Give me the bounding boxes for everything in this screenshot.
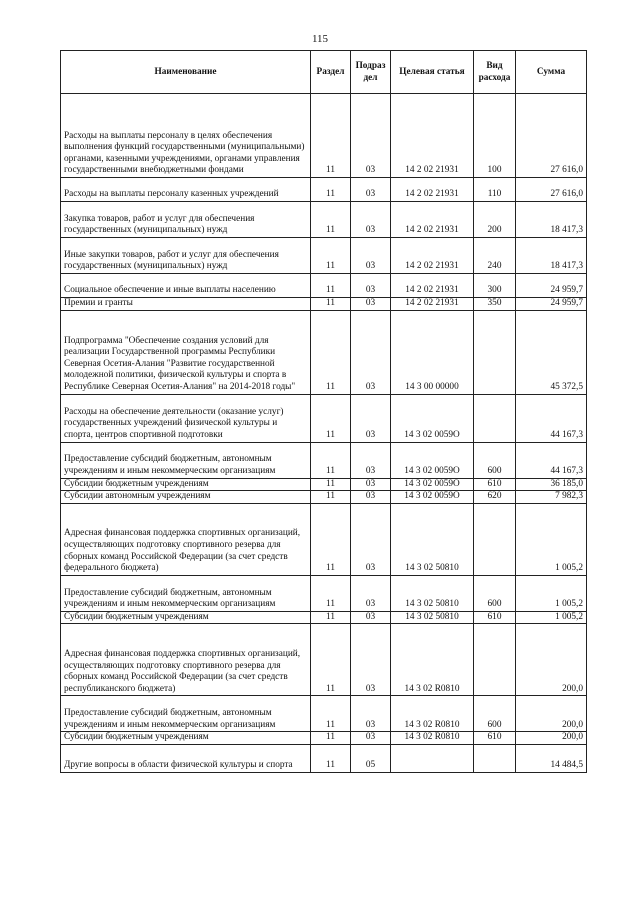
- row-subsection-cell: 03: [351, 478, 391, 491]
- row-section-cell: 11: [311, 624, 351, 696]
- row-name-cell: Предоставление субсидий бюджетным, автономным учреждениям и иным некоммерческим организациям: [61, 575, 311, 611]
- table-row: [61, 624, 587, 696]
- row-section-cell: 11: [311, 732, 351, 745]
- row-section-cell: 11: [311, 238, 351, 274]
- row-subsection-cell: 03: [351, 298, 391, 311]
- row-expense-type-cell: 600: [474, 442, 516, 478]
- row-name-cell: Расходы на выплаты персоналу казенных учреждений: [61, 178, 311, 202]
- row-amount-cell: 14 484,5: [516, 744, 587, 772]
- row-target-cell: [391, 744, 474, 772]
- row-target-cell: 14 3 02 R0810: [391, 696, 474, 732]
- row-target-cell: 14 3 02 0059О: [391, 394, 474, 442]
- row-expense-type-cell: [474, 503, 516, 575]
- row-section-cell: 11: [311, 696, 351, 732]
- row-subsection-cell: 03: [351, 202, 391, 238]
- row-name-cell: Предоставление субсидий бюджетным, автономным учреждениям и иным некоммерческим организациям: [61, 442, 311, 478]
- row-expense-type-cell: 240: [474, 238, 516, 274]
- row-name-cell: Расходы на обеспечение деятельности (оказание услуг) государственных учреждений физической культуры и спорта, центров спортивной подготовки: [61, 394, 311, 442]
- row-name-cell: Закупка товаров, работ и услуг для обеспечения государственных (муниципальных) нужд: [61, 202, 311, 238]
- table-row: [61, 274, 587, 298]
- row-subsection-cell: 03: [351, 394, 391, 442]
- row-target-cell: 14 3 02 0059О: [391, 478, 474, 491]
- row-target-cell: 14 2 02 21931: [391, 274, 474, 298]
- row-name-cell: Расходы на выплаты персоналу в целях обеспечения выполнения функций государственными (муниципальными) органами, казенными учреждениями, органами управления государственными внебюджетными фондами: [61, 94, 311, 178]
- row-amount-cell: 27 616,0: [516, 94, 587, 178]
- row-amount-cell: 24 959,7: [516, 274, 587, 298]
- row-name-cell: Иные закупки товаров, работ и услуг для обеспечения государственных (муниципальных) нужд: [61, 238, 311, 274]
- row-expense-type-cell: 610: [474, 732, 516, 745]
- row-name-cell: Социальное обеспечение и иные выплаты населению: [61, 274, 311, 298]
- row-target-cell: 14 2 02 21931: [391, 298, 474, 311]
- header-amount: Сумма: [516, 51, 587, 94]
- row-subsection-cell: 05: [351, 744, 391, 772]
- row-section-cell: 11: [311, 442, 351, 478]
- row-section-cell: 11: [311, 503, 351, 575]
- row-name-cell: Премии и гранты: [61, 298, 311, 311]
- row-target-cell: 14 2 02 21931: [391, 238, 474, 274]
- row-subsection-cell: 03: [351, 503, 391, 575]
- row-section-cell: 11: [311, 298, 351, 311]
- header-expense-type: Вид расхода: [474, 51, 516, 94]
- row-target-cell: 14 2 02 21931: [391, 94, 474, 178]
- table-header-row: [61, 51, 587, 94]
- table-row: [61, 611, 587, 624]
- row-section-cell: 11: [311, 274, 351, 298]
- row-section-cell: 11: [311, 178, 351, 202]
- row-subsection-cell: 03: [351, 611, 391, 624]
- row-target-cell: 14 3 02 0059О: [391, 491, 474, 504]
- table-row: [61, 442, 587, 478]
- table-row: [61, 478, 587, 491]
- row-expense-type-cell: 610: [474, 611, 516, 624]
- row-section-cell: 11: [311, 202, 351, 238]
- header-target: Целевая статья: [391, 51, 474, 94]
- row-expense-type-cell: 600: [474, 575, 516, 611]
- row-expense-type-cell: 300: [474, 274, 516, 298]
- row-amount-cell: 18 417,3: [516, 202, 587, 238]
- row-expense-type-cell: [474, 744, 516, 772]
- row-name-cell: Субсидии бюджетным учреждениям: [61, 732, 311, 745]
- row-subsection-cell: 03: [351, 624, 391, 696]
- row-section-cell: 11: [311, 611, 351, 624]
- table-row: [61, 491, 587, 504]
- row-target-cell: 14 3 02 R0810: [391, 732, 474, 745]
- row-target-cell: 14 2 02 21931: [391, 178, 474, 202]
- row-section-cell: 11: [311, 491, 351, 504]
- row-subsection-cell: 03: [351, 575, 391, 611]
- row-name-cell: Субсидии бюджетным учреждениям: [61, 611, 311, 624]
- row-amount-cell: 24 959,7: [516, 298, 587, 311]
- row-amount-cell: 18 417,3: [516, 238, 587, 274]
- row-amount-cell: 1 005,2: [516, 611, 587, 624]
- table-row: [61, 503, 587, 575]
- row-subsection-cell: 03: [351, 696, 391, 732]
- row-amount-cell: 36 185,0: [516, 478, 587, 491]
- row-amount-cell: 200,0: [516, 624, 587, 696]
- row-name-cell: Адресная финансовая поддержка спортивных организаций, осуществляющих подготовку спортивного резерва для сборных команд Российской Федерации (за счет средств федерального бюджета): [61, 503, 311, 575]
- row-subsection-cell: 03: [351, 491, 391, 504]
- table-row: [61, 202, 587, 238]
- row-amount-cell: 7 982,3: [516, 491, 587, 504]
- row-amount-cell: 44 167,3: [516, 394, 587, 442]
- header-name: Наименование: [61, 51, 311, 94]
- row-expense-type-cell: 110: [474, 178, 516, 202]
- row-name-cell: Предоставление субсидий бюджетным, автономным учреждениям и иным некоммерческим организациям: [61, 696, 311, 732]
- row-amount-cell: 45 372,5: [516, 310, 587, 394]
- header-section: Раздел: [311, 51, 351, 94]
- table-row: [61, 238, 587, 274]
- row-amount-cell: 27 616,0: [516, 178, 587, 202]
- row-target-cell: 14 3 02 R0810: [391, 624, 474, 696]
- row-section-cell: 11: [311, 394, 351, 442]
- table-row: [61, 744, 587, 772]
- row-target-cell: 14 3 00 00000: [391, 310, 474, 394]
- row-expense-type-cell: [474, 624, 516, 696]
- row-expense-type-cell: [474, 394, 516, 442]
- row-amount-cell: 200,0: [516, 732, 587, 745]
- row-expense-type-cell: 100: [474, 94, 516, 178]
- row-expense-type-cell: 600: [474, 696, 516, 732]
- row-expense-type-cell: 200: [474, 202, 516, 238]
- row-expense-type-cell: [474, 310, 516, 394]
- row-section-cell: 11: [311, 744, 351, 772]
- row-section-cell: 11: [311, 478, 351, 491]
- row-name-cell: Другие вопросы в области физической культуры и спорта: [61, 744, 311, 772]
- row-subsection-cell: 03: [351, 274, 391, 298]
- row-expense-type-cell: 620: [474, 491, 516, 504]
- table-row: [61, 732, 587, 745]
- row-amount-cell: 44 167,3: [516, 442, 587, 478]
- row-target-cell: 14 3 02 50810: [391, 575, 474, 611]
- row-section-cell: 11: [311, 310, 351, 394]
- row-subsection-cell: 03: [351, 238, 391, 274]
- row-target-cell: 14 2 02 21931: [391, 202, 474, 238]
- row-amount-cell: 1 005,2: [516, 503, 587, 575]
- table-row: [61, 575, 587, 611]
- row-target-cell: 14 3 02 50810: [391, 611, 474, 624]
- row-amount-cell: 200,0: [516, 696, 587, 732]
- header-subsection: Подраз дел: [351, 51, 391, 94]
- table-row: [61, 394, 587, 442]
- row-target-cell: 14 3 02 50810: [391, 503, 474, 575]
- table-row: [61, 94, 587, 178]
- table-row: [61, 178, 587, 202]
- row-expense-type-cell: 350: [474, 298, 516, 311]
- row-subsection-cell: 03: [351, 732, 391, 745]
- row-name-cell: Субсидии автономным учреждениям: [61, 491, 311, 504]
- row-name-cell: Субсидии бюджетным учреждениям: [61, 478, 311, 491]
- row-target-cell: 14 3 02 0059О: [391, 442, 474, 478]
- row-subsection-cell: 03: [351, 94, 391, 178]
- row-subsection-cell: 03: [351, 442, 391, 478]
- table-row: [61, 696, 587, 732]
- row-amount-cell: 1 005,2: [516, 575, 587, 611]
- budget-table: [60, 50, 587, 773]
- row-subsection-cell: 03: [351, 310, 391, 394]
- row-expense-type-cell: 610: [474, 478, 516, 491]
- table-row: [61, 298, 587, 311]
- row-name-cell: Подпрограмма "Обеспечение создания условий для реализации Государственной программы Республики Северная Осетия-Алания "Развитие государственной молодежной политики, физической культуры и спорта в Республике Северная Осетия-Алания" на 2014-2018 годы": [61, 310, 311, 394]
- row-section-cell: 11: [311, 575, 351, 611]
- row-subsection-cell: 03: [351, 178, 391, 202]
- table-row: [61, 310, 587, 394]
- row-section-cell: 11: [311, 94, 351, 178]
- page-number: 115: [311, 33, 329, 45]
- row-name-cell: Адресная финансовая поддержка спортивных организаций, осуществляющих подготовку спортивного резерва для сборных команд Российской Федерации (за счет средств республиканского бюджета): [61, 624, 311, 696]
